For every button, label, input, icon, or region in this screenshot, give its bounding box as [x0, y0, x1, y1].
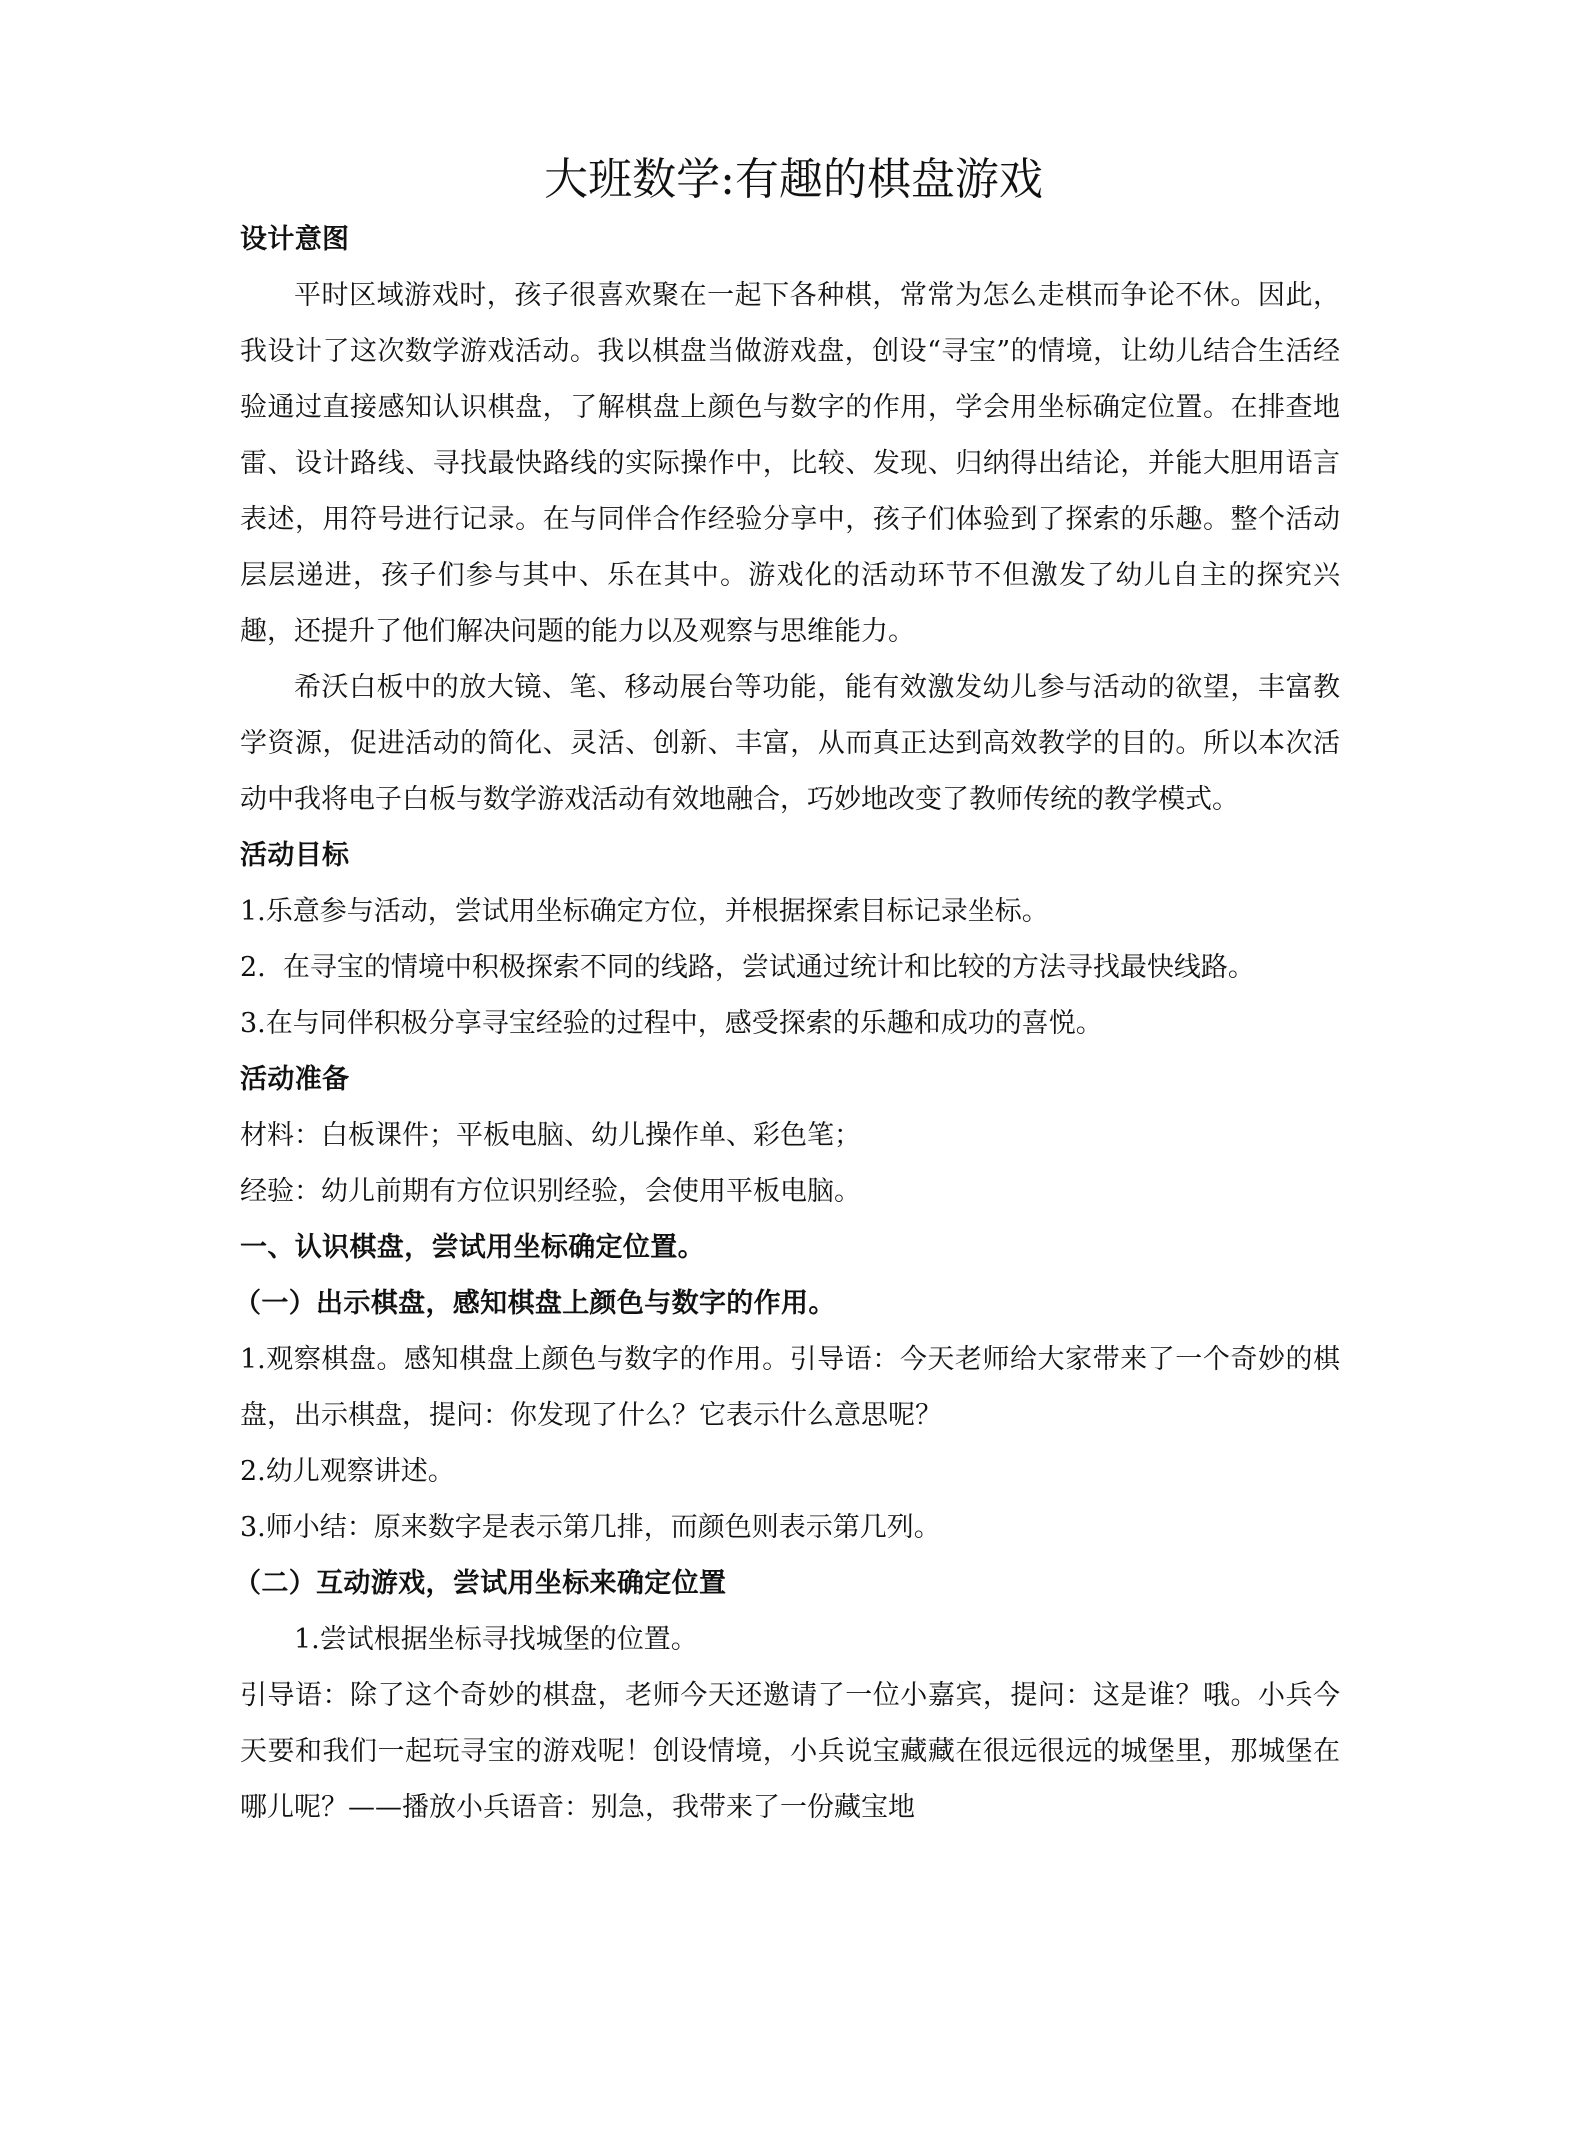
goal-item-2: 2. 在寻宝的情境中积极探索不同的线路，尝试通过统计和比较的方法寻找最快线路。 — [240, 952, 1255, 983]
document-body — [234, 212, 1340, 1836]
section-heading-goals: 活动目标 — [240, 840, 350, 871]
subsection-1-item-1: 1.观察棋盘。感知棋盘上颜色与数字的作用。引导语：今天老师给大家带来了一个奇妙的棋盘，出示棋盘，提问：你发现了什么？它表示什么意思呢？ — [240, 1344, 1340, 1431]
section-heading-design-intent: 设计意图 — [240, 224, 350, 255]
preparation-experience: 经验：幼儿前期有方位识别经验，会使用平板电脑。 — [240, 1176, 861, 1207]
section-heading-part-one: 一、认识棋盘，尝试用坐标确定位置。 — [240, 1232, 705, 1263]
document-title: 大班数学:有趣的棋盘游戏 — [544, 154, 1043, 205]
subsection-1-item-2: 2.幼儿观察讲述。 — [240, 1456, 455, 1487]
goal-item-1: 1.乐意参与活动，尝试用坐标确定方位，并根据探索目标记录坐标。 — [240, 896, 1049, 927]
design-intent-paragraph-2: 希沃白板中的放大镜、笔、移动展台等功能，能有效激发幼儿参与活动的欲望，丰富教学资源，促进活动的简化、灵活、创新、丰富，从而真正达到高效教学的目的。所以本次活动中我将电子白板与数学游戏活动有效地融合，巧妙地改变了教师传统的教学模式。 — [240, 672, 1340, 815]
goal-item-3: 3.在与同伴积极分享寻宝经验的过程中，感受探索的乐趣和成功的喜悦。 — [240, 1008, 1103, 1039]
subsection-heading-1: （一）出示棋盘，感知棋盘上颜色与数字的作用。 — [234, 1288, 836, 1319]
subsection-2-guide-text: 引导语：除了这个奇妙的棋盘，老师今天还邀请了一位小嘉宾，提问：这是谁？哦。小兵今天要和我们一起玩寻宝的游戏呢！创设情境，小兵说宝藏藏在很远很远的城堡里，那城堡在哪儿呢？——播放小兵语音：别急，我带来了一份藏宝地 — [240, 1680, 1340, 1823]
subsection-2-step-1: 1.尝试根据坐标寻找城堡的位置。 — [294, 1624, 698, 1655]
preparation-materials: 材料：白板课件；平板电脑、幼儿操作单、彩色笔； — [240, 1120, 861, 1151]
subsection-heading-2: （二）互动游戏，尝试用坐标来确定位置 — [234, 1568, 727, 1599]
subsection-1-item-3: 3.师小结：原来数字是表示第几排，而颜色则表示第几列。 — [240, 1512, 941, 1543]
design-intent-paragraph-1: 平时区域游戏时，孩子很喜欢聚在一起下各种棋，常常为怎么走棋而争论不休。因此，我设计了这次数学游戏活动。我以棋盘当做游戏盘，创设“寻宝”的情境，让幼儿结合生活经验通过直接感知认识棋盘，了解棋盘上颜色与数字的作用，学会用坐标确定位置。在排查地雷、设计路线、寻找最快路线的实际操作中，比较、发现、归纳得出结论，并能大胆用语言表述，用符号进行记录。在与同伴合作经验分享中，孩子们体验到了探索的乐趣。整个活动层层递进，孩子们参与其中、乐在其中。游戏化的活动环节不但激发了幼儿自主的探究兴趣，还提升了他们解决问题的能力以及观察与思维能力。 — [240, 280, 1340, 647]
section-heading-preparation: 活动准备 — [240, 1064, 350, 1095]
